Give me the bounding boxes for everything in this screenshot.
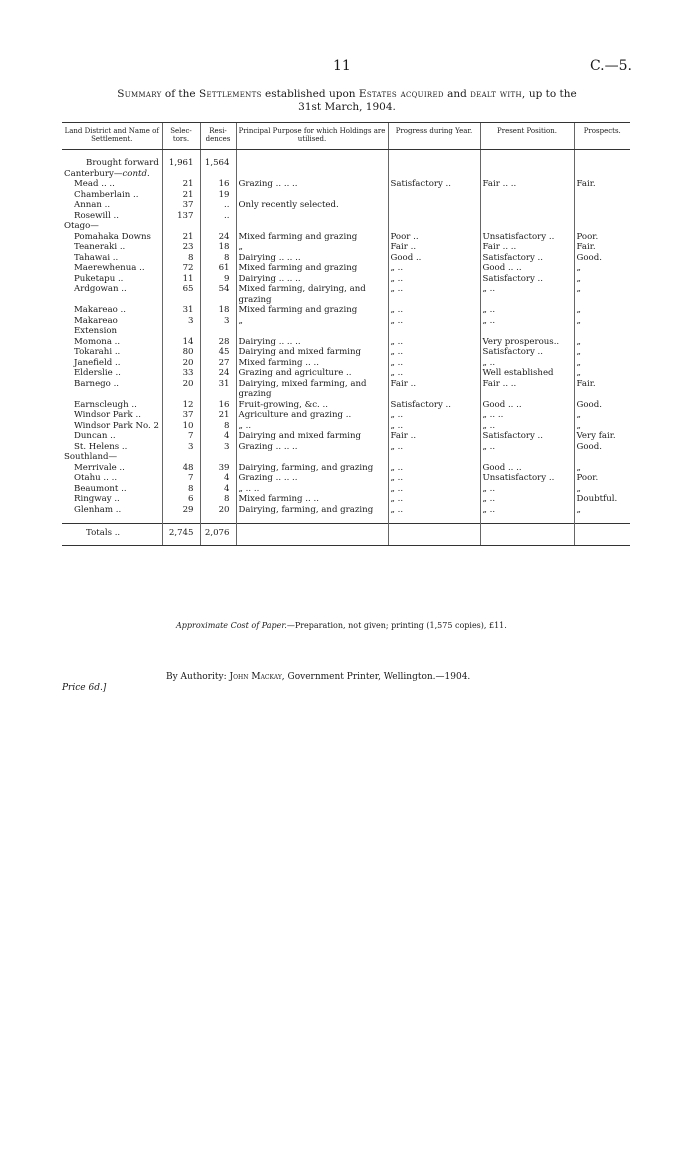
settlement-name: Duncan .. [74, 431, 116, 441]
selectors-count: 23 [162, 242, 200, 253]
principal-purpose: Mixed farming and grazing [236, 232, 388, 243]
progress-status: „ .. [388, 316, 480, 337]
progress-status: „ .. [388, 494, 480, 505]
prospects-status: Good. [574, 253, 630, 264]
selectors-count: 3 [162, 442, 200, 453]
selectors-count: 12 [162, 400, 200, 411]
settlements-table [62, 122, 630, 546]
authority-name: John Mackay, [229, 672, 285, 682]
settlement-name: Maerewhenua .. [74, 263, 145, 273]
prospects-status: Fair. [574, 179, 630, 190]
present-position: „ .. [480, 358, 574, 369]
prospects-status: Doubtful. [574, 494, 630, 505]
table-row [62, 253, 630, 264]
residences-count: 28 [200, 337, 236, 348]
principal-purpose: „ .. .. [236, 484, 388, 495]
settlement-name: Ringway .. [74, 494, 120, 504]
residences-count: 31 [200, 379, 236, 400]
progress-status: Fair .. [388, 379, 480, 400]
residences-count: 18 [200, 242, 236, 253]
title-word: Settlements [198, 88, 262, 100]
selectors-count: 20 [162, 358, 200, 369]
selectors-count: 21 [162, 179, 200, 190]
district-heading [62, 221, 162, 232]
present-position [480, 211, 574, 222]
column-header: Land District and Name of Settlement. [62, 123, 162, 150]
settlement-name: Earnscleugh .. [74, 399, 137, 410]
totals-section [62, 515, 630, 545]
table-row [62, 473, 630, 484]
column-header: Progress during Year. [388, 123, 480, 150]
progress-status: „ .. [388, 473, 480, 484]
title-word: established upon [265, 88, 356, 100]
authority-suffix: Government Printer, Wellington.—1904. [287, 672, 471, 682]
table-row [62, 368, 630, 379]
settlement-name: Pomahaka Downs [74, 231, 151, 242]
district-name: Otago— [64, 221, 99, 231]
prospects-status: Fair. [574, 379, 630, 400]
selectors-count: 31 [162, 305, 200, 316]
prospects-status: „ [574, 284, 630, 305]
settlement-name: Windsor Park No. 2 [74, 420, 159, 431]
selectors-count: 7 [162, 473, 200, 484]
residences-count: 3 [200, 442, 236, 453]
table-row [62, 358, 630, 369]
selectors-count: 6 [162, 494, 200, 505]
principal-purpose: Fruit-growing, &c. .. [236, 400, 388, 411]
present-position: Satisfactory .. [480, 274, 574, 285]
title-line-2: 31st March, 1904. [298, 101, 396, 113]
page-number: 11 [333, 58, 351, 74]
principal-purpose: Dairying, farming, and grazing [236, 463, 388, 474]
principal-purpose: Dairying .. .. .. [236, 253, 388, 264]
table-row [62, 494, 630, 505]
column-header: Prospects. [574, 123, 630, 150]
table-row [62, 505, 630, 516]
settlement-name: Makareao .. [74, 305, 126, 315]
prospects-status: „ [574, 305, 630, 316]
residences-count: 54 [200, 284, 236, 305]
progress-status: „ .. [388, 274, 480, 285]
prospects-status: Poor. [574, 232, 630, 243]
prospects-status: „ [574, 505, 630, 516]
principal-purpose: Grazing and agriculture .. [236, 368, 388, 379]
present-position: Unsatisfactory .. [480, 232, 574, 243]
settlement-name: Tokarahi .. [74, 347, 121, 357]
prospects-status: „ [574, 484, 630, 495]
brought-forward-label: Brought forward [86, 158, 159, 168]
settlement-name: Glenham .. [74, 504, 122, 515]
prospects-status: Poor. [574, 473, 630, 484]
principal-purpose: Mixed farming and grazing [236, 263, 388, 274]
progress-status: Satisfactory .. [388, 179, 480, 190]
residences-count: 8 [200, 421, 236, 432]
settlement-name: Makareao Extension [74, 315, 118, 336]
present-position: Fair .. .. [480, 179, 574, 190]
present-position: „ .. [480, 505, 574, 516]
settlement-name: St. Helens .. [74, 441, 128, 452]
prospects-status: „ [574, 337, 630, 348]
selectors-count: 37 [162, 410, 200, 421]
prospects-status: „ [574, 421, 630, 432]
settlement-name: Barnego .. [74, 378, 120, 389]
district-heading-row [62, 221, 630, 232]
settlement-name: Windsor Park .. [74, 410, 141, 420]
residences-count: 8 [200, 494, 236, 505]
present-position: „ .. .. [480, 410, 574, 421]
principal-purpose: Mixed farming, dairying, and grazing [236, 284, 388, 305]
column-header: Resi- dences [200, 123, 236, 150]
totals-row [62, 524, 630, 546]
settlement-name: Annan .. [74, 200, 111, 210]
settlement-name: Rosewill .. [74, 210, 119, 221]
selectors-count: 14 [162, 337, 200, 348]
table-row [62, 232, 630, 243]
residences-count: 3 [200, 316, 236, 337]
title-word: up to the [528, 88, 577, 100]
present-position: Fair .. .. [480, 242, 574, 253]
selectors-count: 11 [162, 274, 200, 285]
district-heading-row [62, 169, 630, 180]
table-body [62, 150, 630, 516]
progress-status: Fair .. [388, 431, 480, 442]
progress-status: „ .. [388, 421, 480, 432]
residences-count: 4 [200, 473, 236, 484]
prospects-status: Very fair. [574, 431, 630, 442]
prospects-status: „ [574, 463, 630, 474]
brought-forward-residences: 1,564 [200, 158, 236, 169]
residences-count: 61 [200, 263, 236, 274]
present-position: „ .. [480, 316, 574, 337]
table-row [62, 284, 630, 305]
settlement-name: Chamberlain .. [74, 189, 139, 200]
district-name: Canterbury— [64, 168, 123, 179]
table-row [62, 442, 630, 453]
progress-status: „ .. [388, 337, 480, 348]
residences-count: 9 [200, 274, 236, 285]
present-position: Satisfactory .. [480, 431, 574, 442]
principal-purpose: Mixed farming .. .. [236, 358, 388, 369]
selectors-count: 20 [162, 379, 200, 400]
table-row [62, 337, 630, 348]
progress-status [388, 211, 480, 222]
residences-count: 45 [200, 347, 236, 358]
present-position: „ .. [480, 421, 574, 432]
prospects-status: „ [574, 263, 630, 274]
principal-purpose: Grazing .. .. .. [236, 179, 388, 190]
residences-count: 16 [200, 400, 236, 411]
selectors-count: 137 [162, 211, 200, 222]
progress-status: „ .. [388, 463, 480, 474]
table-row [62, 179, 630, 190]
cost-note [176, 621, 507, 630]
prospects-status: „ [574, 274, 630, 285]
present-position: „ .. [480, 305, 574, 316]
prospects-status: „ [574, 347, 630, 358]
column-header: Principal Purpose for which Holdings are utilised. [236, 123, 388, 150]
progress-status: „ .. [388, 368, 480, 379]
residences-count: 20 [200, 505, 236, 516]
selectors-count: 7 [162, 431, 200, 442]
price-label: Price 6d.] [62, 683, 107, 693]
title-word: Estates acquired [358, 88, 444, 100]
district-heading [62, 169, 162, 180]
progress-status: „ .. [388, 284, 480, 305]
present-position: Fair .. .. [480, 379, 574, 400]
prospects-status [574, 211, 630, 222]
settlement-name: Mead .. .. [74, 179, 115, 189]
totals-label: Totals .. [62, 524, 162, 546]
principal-purpose: Mixed farming and grazing [236, 305, 388, 316]
prospects-status: Good. [574, 400, 630, 411]
table-row [62, 421, 630, 432]
table-row [62, 190, 630, 201]
present-position: Satisfactory .. [480, 253, 574, 264]
residences-count: 4 [200, 431, 236, 442]
settlement-name: Momona .. [74, 336, 121, 347]
present-position: Very prosperous.. [480, 337, 574, 348]
title-line-1 [62, 88, 632, 101]
residences-count: 18 [200, 305, 236, 316]
residences-count: 24 [200, 232, 236, 243]
table-row [62, 242, 630, 253]
table-row [62, 200, 630, 211]
selectors-count: 80 [162, 347, 200, 358]
settlement-name: Ardgowan .. [74, 284, 127, 294]
title-word: of the [164, 88, 196, 100]
prospects-status: „ [574, 410, 630, 421]
principal-purpose: „ [236, 242, 388, 253]
page-header [0, 58, 700, 78]
prospects-status [574, 200, 630, 211]
residences-count: .. [200, 211, 236, 222]
principal-purpose: „ .. [236, 421, 388, 432]
column-header: Selec- tors. [162, 123, 200, 150]
present-position: Satisfactory .. [480, 347, 574, 358]
residences-count: 24 [200, 368, 236, 379]
page-title [62, 88, 632, 114]
table-row [62, 274, 630, 285]
selectors-count: 29 [162, 505, 200, 516]
progress-status: Fair .. [388, 242, 480, 253]
table-row [62, 410, 630, 421]
residences-count: 21 [200, 410, 236, 421]
principal-purpose [236, 211, 388, 222]
prospects-status: „ [574, 316, 630, 337]
principal-purpose: Grazing .. .. .. [236, 473, 388, 484]
present-position [480, 200, 574, 211]
table-row [62, 211, 630, 222]
title-word: dealt with, [470, 88, 526, 100]
selectors-count: 33 [162, 368, 200, 379]
settlement-name: Teaneraki .. [74, 242, 126, 252]
progress-status: „ .. [388, 347, 480, 358]
progress-status: „ .. [388, 358, 480, 369]
cost-text: —Preparation, not given; printing (1,575 copies), £11. [286, 621, 507, 630]
prospects-status [574, 190, 630, 201]
cost-label: Approximate Cost of Paper. [176, 621, 287, 630]
progress-status: „ .. [388, 505, 480, 516]
prospects-status: „ [574, 358, 630, 369]
brought-forward-row [62, 158, 630, 169]
selectors-count: 3 [162, 316, 200, 337]
progress-status: „ .. [388, 442, 480, 453]
present-position: Good .. .. [480, 400, 574, 411]
totals-selectors: 2,745 [162, 524, 200, 546]
selectors-count: 48 [162, 463, 200, 474]
progress-status: „ .. [388, 305, 480, 316]
residences-count: .. [200, 200, 236, 211]
principal-purpose: Dairying and mixed farming [236, 431, 388, 442]
principal-purpose: Grazing .. .. .. [236, 442, 388, 453]
residences-count: 8 [200, 253, 236, 264]
present-position: „ .. [480, 484, 574, 495]
residences-count: 39 [200, 463, 236, 474]
selectors-count: 21 [162, 232, 200, 243]
residences-count: 4 [200, 484, 236, 495]
settlement-name: Otahu .. .. [74, 473, 118, 483]
present-position: Unsatisfactory .. [480, 473, 574, 484]
district-heading-row [62, 452, 630, 463]
progress-status: Poor .. [388, 232, 480, 243]
table-row [62, 484, 630, 495]
district-name: Southland— [64, 452, 118, 462]
column-header: Present Position. [480, 123, 574, 150]
table-row [62, 305, 630, 316]
progress-status: Satisfactory .. [388, 400, 480, 411]
table-row [62, 431, 630, 442]
district-heading [62, 452, 162, 463]
settlement-name: Janefield .. [74, 357, 121, 368]
progress-status: „ .. [388, 263, 480, 274]
principal-purpose: Dairying .. .. .. [236, 274, 388, 285]
principal-purpose: „ [236, 316, 388, 337]
principal-purpose: Only recently selected. [236, 200, 388, 211]
district-heading-continued: contd. [122, 168, 150, 179]
present-position [480, 190, 574, 201]
settlement-name: Beaumont .. [74, 483, 127, 494]
residences-count: 19 [200, 190, 236, 201]
principal-purpose [236, 190, 388, 201]
present-position: „ .. [480, 494, 574, 505]
present-position: Good .. .. [480, 463, 574, 474]
principal-purpose: Dairying, mixed farming, and grazing [236, 379, 388, 400]
totals-residences: 2,076 [200, 524, 236, 546]
table-header [62, 123, 630, 150]
progress-status: Good .. [388, 253, 480, 264]
table-row [62, 347, 630, 358]
principal-purpose: Dairying .. .. .. [236, 337, 388, 348]
settlement-name: Elderslie .. [74, 368, 121, 378]
selectors-count: 72 [162, 263, 200, 274]
title-word: Summary [117, 88, 162, 100]
printer-authority [166, 672, 470, 682]
selectors-count: 37 [162, 200, 200, 211]
progress-status [388, 200, 480, 211]
prospects-status: Good. [574, 442, 630, 453]
table-row [62, 263, 630, 274]
principal-purpose: Mixed farming .. .. [236, 494, 388, 505]
settlement-name: Puketapu .. [74, 273, 124, 284]
authority-prefix: By Authority: [166, 672, 227, 682]
table-row [62, 316, 630, 337]
title-word: and [447, 88, 467, 100]
principal-purpose: Dairying and mixed farming [236, 347, 388, 358]
settlement-name: Merrivale .. [74, 462, 125, 473]
prospects-status: „ [574, 368, 630, 379]
document-reference: C.—5. [589, 58, 632, 74]
progress-status: „ .. [388, 410, 480, 421]
table-row [62, 379, 630, 400]
principal-purpose: Agriculture and grazing .. [236, 410, 388, 421]
progress-status: „ .. [388, 484, 480, 495]
present-position: „ .. [480, 442, 574, 453]
prospects-status: Fair. [574, 242, 630, 253]
progress-status [388, 190, 480, 201]
present-position: Well established [480, 368, 574, 379]
table-row [62, 400, 630, 411]
selectors-count: 65 [162, 284, 200, 305]
principal-purpose: Dairying, farming, and grazing [236, 505, 388, 516]
table-row [62, 463, 630, 474]
selectors-count: 8 [162, 484, 200, 495]
residences-count: 27 [200, 358, 236, 369]
present-position: Good .. .. [480, 263, 574, 274]
selectors-count: 21 [162, 190, 200, 201]
brought-forward-selectors: 1,961 [162, 158, 200, 169]
settlement-name: Tahawai .. [74, 252, 119, 263]
selectors-count: 10 [162, 421, 200, 432]
residences-count: 16 [200, 179, 236, 190]
selectors-count: 8 [162, 253, 200, 264]
present-position: „ .. [480, 284, 574, 305]
